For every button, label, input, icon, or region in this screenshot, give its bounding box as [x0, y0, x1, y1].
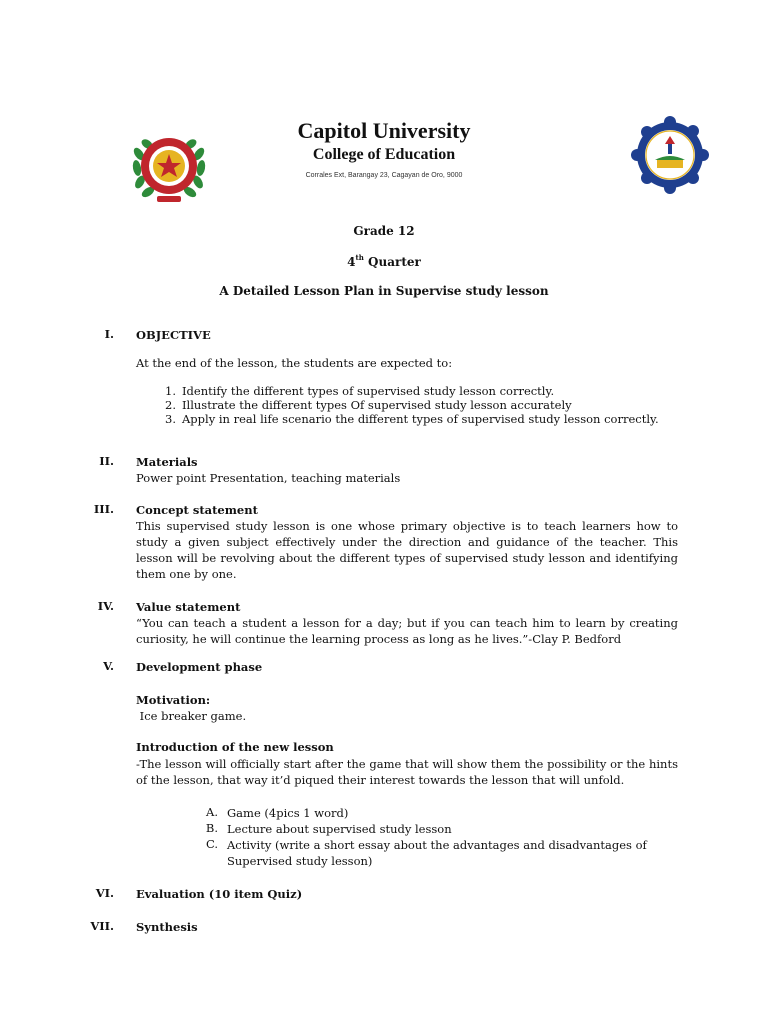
section-numeral-concept: III. — [93, 502, 114, 516]
university-name: Capitol University — [297, 118, 471, 143]
activity-item-letter: A. — [206, 805, 218, 819]
section-numeral-development: V. — [103, 659, 114, 673]
quarter-number: 4 — [347, 255, 356, 269]
college-name: College of Education — [312, 146, 456, 163]
objective-item-text: Illustrate the different types Of supervised study lesson accurately — [182, 398, 572, 412]
section-numeral-evaluation: VI. — [95, 886, 114, 900]
objective-intro: At the end of the lesson, the students are expected to: — [136, 356, 453, 370]
activity-item-text: Activity (write a short essay about the advantages and disadvantages of Supervised study lesson) — [227, 838, 647, 868]
objective-item-number: 2. — [165, 398, 176, 412]
section-heading-synthesis: Synthesis — [136, 920, 198, 934]
grade-level: Grade 12 — [353, 224, 415, 238]
activity-item-letter: C. — [205, 837, 218, 851]
activity-item-text: Lecture about supervised study lesson — [227, 822, 452, 836]
section-numeral-materials: II. — [99, 454, 114, 468]
activity-item-letter: B. — [205, 821, 218, 835]
materials-text: Power point Presentation, teaching materials — [136, 471, 401, 485]
objective-item-number: 3. — [165, 412, 176, 426]
motivation-text: Ice breaker game. — [136, 709, 247, 723]
section-numeral-value: IV. — [97, 599, 114, 613]
motivation-heading: Motivation: — [136, 693, 211, 707]
section-numeral-objective: I. — [104, 327, 114, 341]
section-heading-evaluation: Evaluation (10 item Quiz) — [136, 887, 303, 901]
introduction-heading: Introduction of the new lesson — [136, 740, 334, 754]
section-heading-value: Value statement — [136, 600, 241, 614]
quarter-line — [0, 253, 768, 269]
value-text: “You can teach a student a lesson for a day; but if you can teach him to learn by creating curiosity, he will continue the learning process as long as he lives.”-Clay P. Bedford — [136, 616, 678, 646]
objective-item-text: Identify the different types of supervised study lesson correctly. — [182, 384, 555, 398]
quarter-word: Quarter — [368, 255, 421, 269]
activity-item-text: Game (4pics 1 word) — [227, 806, 349, 820]
section-heading-concept: Concept statement — [136, 503, 258, 517]
objective-item-number: 1. — [165, 384, 176, 398]
document-title: A Detailed Lesson Plan in Supervise study lesson — [219, 284, 549, 298]
university-address: Corrales Ext, Barangay 23, Cagayan de Oro, 9000 — [305, 172, 463, 179]
section-heading-objective: OBJECTIVE — [136, 328, 211, 342]
section-heading-development: Development phase — [136, 660, 263, 674]
concept-text: This supervised study lesson is one whose primary objective is to teach learners how to study a given subject effectively under the direction and guidance of the teacher. This lesson will be revolving about the different types of supervised study lesson and identifying them one by one. — [136, 519, 678, 581]
quarter-superscript: th — [355, 253, 364, 262]
section-numeral-synthesis: VII. — [90, 919, 114, 933]
introduction-text: -The lesson will officially start after the game that will show them the possibility or the hints of the lesson, that way it’d piqued their interest towards the lesson that will unfold. — [136, 757, 678, 787]
section-heading-materials: Materials — [136, 455, 198, 469]
objective-item-text: Apply in real life scenario the different types of supervised study lesson correctly. — [182, 412, 659, 426]
